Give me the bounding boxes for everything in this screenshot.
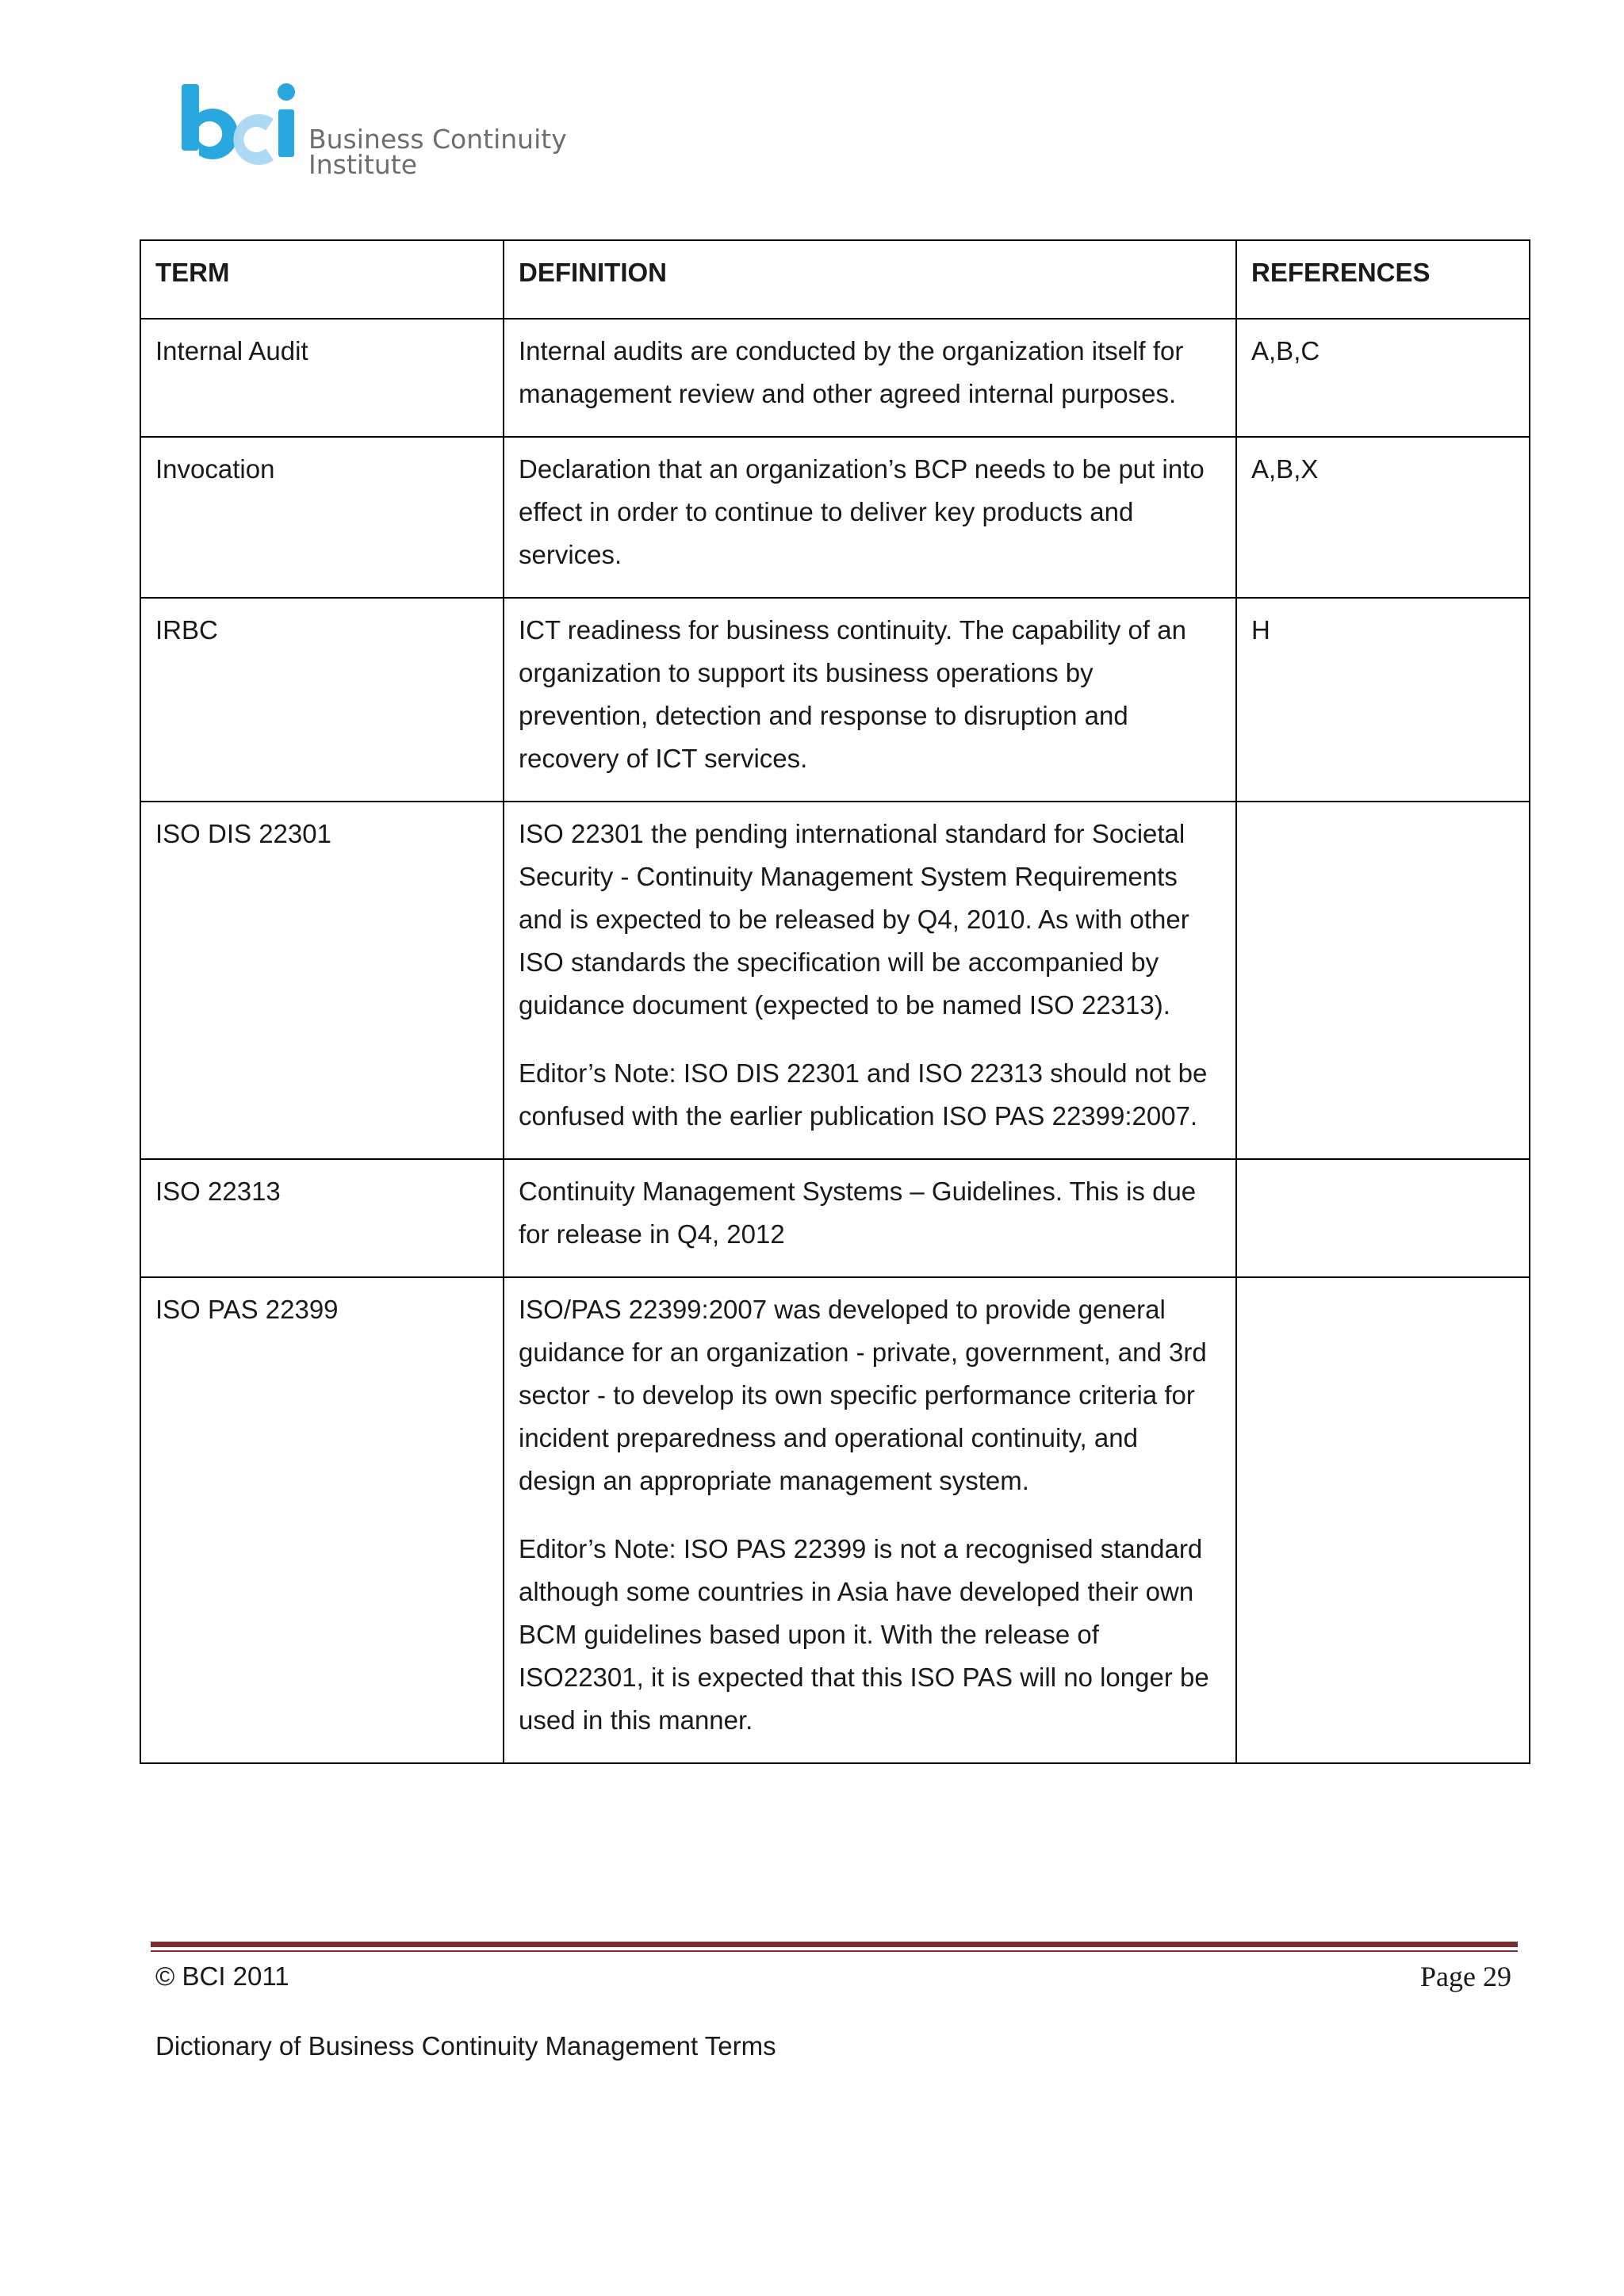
editors-note: Editor’s Note: ISO DIS 22301 and ISO 22313 should not be confused with the earlier publication ISO PAS 22399:2007. [519,1058,1208,1131]
header-term: TERM [140,240,504,319]
table-row [140,1277,1530,1763]
table-row [140,802,1530,1159]
bci-logo-icon [178,81,305,184]
definition-paragraph: Declaration that an organization’s BCP needs to be put into effect in order to continue to deliver key products and services. [519,454,1205,569]
definition-paragraph: Continuity Management Systems – Guidelines. This is due for release in Q4, 2012 [519,1177,1197,1249]
editors-note: Editor’s Note: ISO PAS 22399 is not a recognised standard although some countries in Asia have developed their own BCM guidelines based upon it. With the release of ISO22301, it is expected that this ISO PAS will no longer be used in this manner. [519,1534,1209,1735]
table-row [140,1159,1530,1277]
references-cell: A,B,X [1236,437,1530,598]
definition-cell [504,437,1236,598]
footer-divider-thin [151,1950,1518,1952]
term-cell: ISO DIS 22301 [140,802,504,1159]
term-cell: IRBC [140,598,504,802]
references-cell [1236,1159,1530,1277]
term-cell: ISO 22313 [140,1159,504,1277]
table-header-row [140,240,1530,319]
definition-cell [504,319,1236,437]
term-cell: ISO PAS 22399 [140,1277,504,1763]
footer-divider [151,1942,1518,1947]
logo-line-2: Institute [308,149,418,180]
definition-paragraph: ISO 22301 the pending international standard for Societal Security - Continuity Management System Requirements and is expected to be released by Q4, 2010. As with other ISO standards the specification will be accompanied by guidance document (expected to be named ISO 22313). [519,819,1189,1020]
term-cell: Internal Audit [140,319,504,437]
page-number: Page 29 [1420,1961,1511,1992]
glossary-table [140,239,1530,1764]
references-cell [1236,802,1530,1159]
references-cell [1236,1277,1530,1763]
logo-wordmark [308,124,567,180]
table-row [140,598,1530,802]
definition-cell [504,1277,1236,1763]
definition-cell [504,598,1236,802]
definition-paragraph: ISO/PAS 22399:2007 was developed to provide general guidance for an organization - private, government, and 3rd sector - to develop its own specific performance criteria for incident preparedness and operational continuity, and design an appropriate management system. [519,1295,1207,1495]
header-definition: DEFINITION [504,240,1236,319]
header-references: REFERENCES [1236,240,1530,319]
definition-cell [504,802,1236,1159]
references-cell: H [1236,598,1530,802]
footer-document-title: Dictionary of Business Continuity Management Terms [155,2031,776,2061]
bci-logo [178,81,575,192]
table-row [140,319,1530,437]
logo-line-1: Business Continuity [308,124,567,155]
table-row [140,437,1530,598]
definition-cell [504,1159,1236,1277]
definition-paragraph: ICT readiness for business continuity. The capability of an organization to support its business operations by prevention, detection and response to disruption and recovery of ICT services. [519,615,1186,773]
references-cell: A,B,C [1236,319,1530,437]
term-cell: Invocation [140,437,504,598]
definition-paragraph: Internal audits are conducted by the organization itself for management review and other agreed internal purposes. [519,336,1184,408]
footer-copyright: © BCI 2011 [155,1961,289,1991]
